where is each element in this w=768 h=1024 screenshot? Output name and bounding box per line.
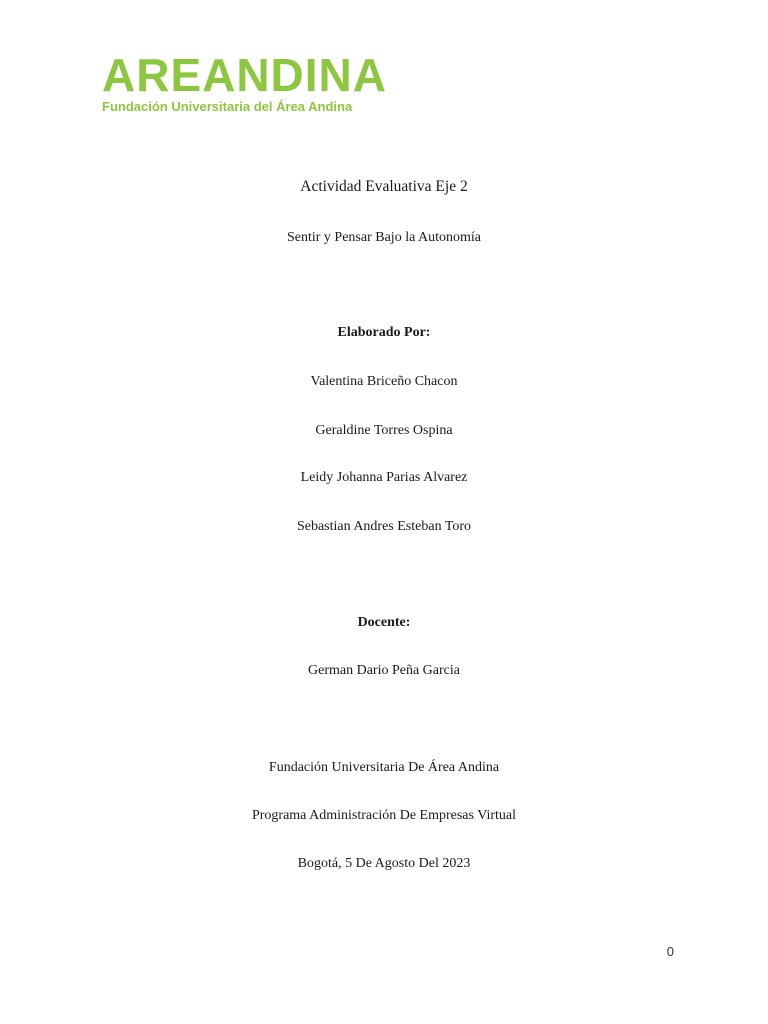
document-title: Actividad Evaluativa Eje 2 [300, 178, 468, 195]
authors-heading: Elaborado Por: [337, 325, 431, 340]
document-subtitle: Sentir y Pensar Bajo la Autonomía [286, 230, 482, 245]
areandina-logo [102, 49, 387, 116]
logo-wordmark: AREANDINA [102, 49, 387, 101]
author-name: Geraldine Torres Ospina [315, 423, 453, 438]
institution-name: Fundación Universitaria De Área Andina [268, 760, 500, 775]
author-name: Sebastian Andres Esteban Toro [296, 519, 472, 534]
program-name: Programa Administración De Empresas Virtual [251, 808, 517, 823]
logo-subtitle: Fundación Universitaria del Área Andina [102, 99, 353, 114]
teacher-heading: Docente: [357, 615, 411, 630]
teacher-name: German Dario Peña Garcia [308, 663, 460, 678]
author-name: Valentina Briceño Chacon [310, 374, 458, 389]
place-date: Bogotá, 5 De Agosto Del 2023 [297, 856, 471, 871]
author-name: Leidy Johanna Parias Alvarez [300, 470, 468, 485]
page-number: 0 [666, 944, 674, 959]
